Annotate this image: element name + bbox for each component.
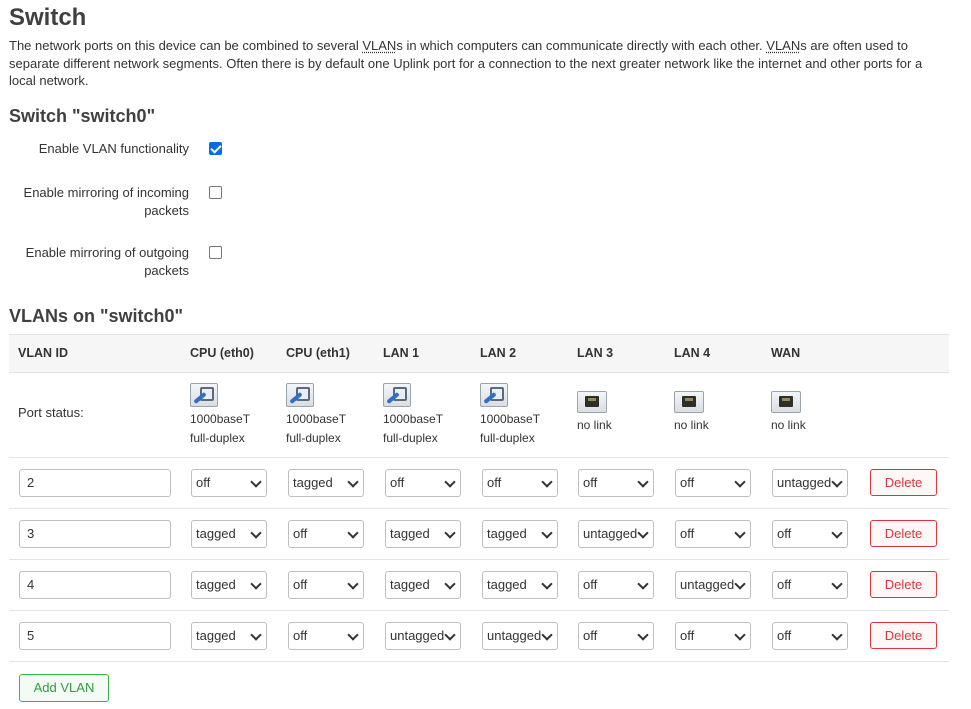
option-mirror-outgoing: [9, 244, 249, 284]
delete-vlan-button[interactable]: Delete: [870, 520, 937, 547]
option-enable-vlan: [9, 140, 249, 160]
select-cpu-eth1[interactable]: tagged: [288, 469, 364, 497]
chevron-down-icon: [734, 578, 745, 589]
port-duplex: full-duplex: [286, 431, 341, 445]
port-link: no link: [674, 418, 709, 432]
column-header-wan: WAN: [771, 346, 801, 360]
chevron-down-icon: [831, 629, 842, 640]
chevron-down-icon: [734, 629, 745, 640]
select-lan1[interactable]: untagged: [385, 622, 461, 650]
chevron-down-icon: [250, 476, 261, 487]
column-header-lan1: LAN 1: [383, 346, 420, 360]
select-lan2[interactable]: tagged: [482, 571, 558, 599]
select-lan2[interactable]: off: [482, 469, 558, 497]
add-vlan-button[interactable]: Add VLAN: [19, 674, 109, 702]
vlan-id-input[interactable]: 5: [19, 622, 171, 650]
chevron-down-icon: [831, 476, 842, 487]
column-header-lan3: LAN 3: [577, 346, 614, 360]
chevron-down-icon: [541, 476, 552, 487]
switch-section-title: Switch "switch0": [9, 106, 156, 126]
select-lan4[interactable]: off: [675, 622, 751, 650]
port-duplex: full-duplex: [383, 431, 438, 445]
column-header-lan4: LAN 4: [674, 346, 711, 360]
chevron-down-icon: [444, 527, 455, 538]
select-cpu-eth0[interactable]: off: [191, 469, 267, 497]
select-lan4[interactable]: off: [675, 469, 751, 497]
enable-vlan-checkbox[interactable]: [209, 142, 222, 155]
select-cpu-eth1[interactable]: off: [288, 571, 364, 599]
port-duplex: full-duplex: [480, 431, 535, 445]
port-link: no link: [771, 418, 806, 432]
mirror-incoming-checkbox[interactable]: [209, 186, 222, 199]
chevron-down-icon: [250, 629, 261, 640]
port-status-lan2: [480, 383, 540, 448]
table-row: [9, 458, 949, 509]
delete-vlan-button[interactable]: Delete: [870, 469, 937, 496]
chevron-down-icon: [637, 578, 648, 589]
vlan-id-input[interactable]: 3: [19, 520, 171, 548]
chevron-down-icon: [444, 578, 455, 589]
ethernet-disconnected-icon: [577, 391, 607, 413]
select-lan4[interactable]: untagged: [675, 571, 751, 599]
ethernet-connected-icon: [383, 383, 411, 407]
chevron-down-icon: [541, 629, 552, 640]
port-speed: 1000baseT: [286, 412, 347, 426]
switch-page: [0, 0, 971, 90]
chevron-down-icon: [831, 527, 842, 538]
mirror-outgoing-checkbox[interactable]: [209, 246, 222, 259]
select-lan4[interactable]: off: [675, 520, 751, 548]
chevron-down-icon: [541, 578, 552, 589]
select-cpu-eth0[interactable]: tagged: [191, 571, 267, 599]
vlan-abbr: VLAN: [362, 38, 397, 53]
option-mirror-incoming: [9, 184, 249, 224]
column-header-lan2: LAN 2: [480, 346, 517, 360]
select-lan1[interactable]: off: [385, 469, 461, 497]
option-label: Enable VLAN functionality: [38, 141, 189, 156]
port-status-lan3: [577, 383, 612, 435]
port-status-cpu-eth0: [190, 383, 250, 448]
select-wan[interactable]: off: [772, 571, 848, 599]
column-header-vlan-id: VLAN ID: [18, 346, 68, 360]
chevron-down-icon: [250, 578, 261, 589]
chevron-down-icon: [250, 527, 261, 538]
chevron-down-icon: [444, 476, 455, 487]
chevron-down-icon: [831, 578, 842, 589]
option-label: Enable mirroring of incoming packets: [23, 185, 189, 218]
column-header-cpu-eth1: CPU (eth1): [286, 346, 350, 360]
select-cpu-eth0[interactable]: tagged: [191, 622, 267, 650]
chevron-down-icon: [637, 629, 648, 640]
chevron-down-icon: [734, 476, 745, 487]
option-label: Enable mirroring of outgoing packets: [25, 245, 189, 278]
chevron-down-icon: [734, 527, 745, 538]
select-lan3[interactable]: off: [578, 571, 654, 599]
table-row: [9, 560, 949, 611]
chevron-down-icon: [347, 578, 358, 589]
delete-vlan-button[interactable]: Delete: [870, 622, 937, 649]
chevron-down-icon: [347, 629, 358, 640]
vlan-table: [9, 334, 949, 662]
port-speed: 1000baseT: [480, 412, 541, 426]
page-title: Switch: [9, 4, 87, 31]
ethernet-connected-icon: [286, 383, 314, 407]
port-duplex: full-duplex: [190, 431, 245, 445]
port-status-label: Port status:: [18, 405, 84, 420]
vlan-id-input[interactable]: 4: [19, 571, 171, 599]
select-wan[interactable]: untagged: [772, 469, 848, 497]
table-header: [9, 335, 949, 373]
select-wan[interactable]: off: [772, 622, 848, 650]
select-lan2[interactable]: untagged: [482, 622, 558, 650]
ethernet-connected-icon: [190, 383, 218, 407]
select-lan2[interactable]: tagged: [482, 520, 558, 548]
port-speed: 1000baseT: [383, 412, 444, 426]
port-status-cpu-eth1: [286, 383, 346, 448]
chevron-down-icon: [637, 527, 648, 538]
chevron-down-icon: [444, 629, 455, 640]
select-cpu-eth0[interactable]: tagged: [191, 520, 267, 548]
ethernet-disconnected-icon: [771, 391, 801, 413]
port-status-lan4: [674, 383, 709, 435]
port-status-lan1: [383, 383, 443, 448]
chevron-down-icon: [637, 476, 648, 487]
ethernet-disconnected-icon: [674, 391, 704, 413]
delete-vlan-button[interactable]: Delete: [870, 571, 937, 598]
chevron-down-icon: [347, 476, 358, 487]
select-wan[interactable]: off: [772, 520, 848, 548]
table-row: [9, 611, 949, 662]
select-cpu-eth1[interactable]: off: [288, 622, 364, 650]
table-row: [9, 509, 949, 560]
chevron-down-icon: [347, 527, 358, 538]
port-speed: 1000baseT: [190, 412, 251, 426]
chevron-down-icon: [541, 527, 552, 538]
vlan-abbr: VLAN: [766, 38, 801, 53]
port-status-wan: [771, 383, 806, 435]
ethernet-connected-icon: [480, 383, 508, 407]
port-status-row: [9, 373, 949, 458]
select-lan1[interactable]: tagged: [385, 571, 461, 599]
select-lan3[interactable]: off: [578, 469, 654, 497]
select-lan3[interactable]: off: [578, 622, 654, 650]
page-description: The network ports on this device can be combined to several VLANs in which computers can communicate directly with each other. VLANs are often used to separate different network segments. Often there is by default one Uplink port for a connection to the next greater network like the internet and other ports for a local network.: [9, 38, 923, 88]
port-link: no link: [577, 418, 612, 432]
select-lan3[interactable]: untagged: [578, 520, 654, 548]
select-lan1[interactable]: tagged: [385, 520, 461, 548]
column-header-cpu-eth0: CPU (eth0): [190, 346, 254, 360]
vlan-id-input[interactable]: 2: [19, 469, 171, 497]
vlans-section-title: VLANs on "switch0": [9, 306, 184, 326]
select-cpu-eth1[interactable]: off: [288, 520, 364, 548]
